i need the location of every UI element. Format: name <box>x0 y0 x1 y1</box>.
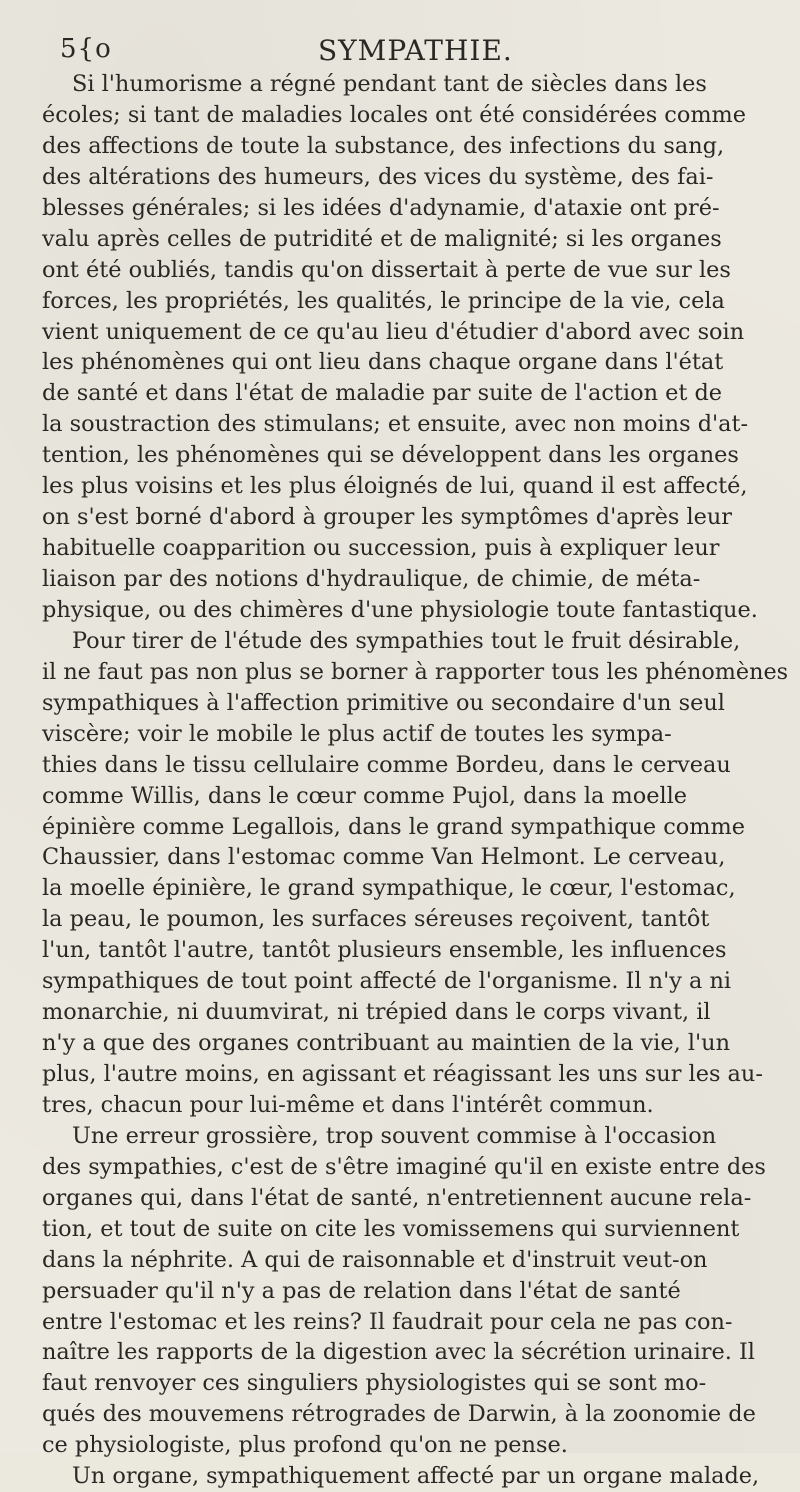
text-line: ont été oubliés, tandis qu'on dissertait à perte de vue sur les <box>42 256 731 283</box>
page-header <box>60 30 760 70</box>
text-line: plus, l'autre moins, en agissant et réagissant les uns sur les au- <box>42 1061 763 1087</box>
page-number: 5{o <box>60 34 112 64</box>
text-line: la moelle épinière, le grand sympathique, le cœur, l'estomac, <box>42 875 736 902</box>
text-line: valu après celles de putridité et de malignité; si les organes <box>42 225 722 252</box>
text-line: les phénomènes qui ont lieu dans chaque organe dans l'état <box>42 349 724 376</box>
text-line: faut renvoyer ces singuliers physiologistes qui se sont mo- <box>42 1370 707 1397</box>
text-line: sympathiques de tout point affecté de l'organisme. Il n'y a ni <box>42 968 732 995</box>
text-line: blesses générales; si les idées d'adynamie, d'ataxie ont pré- <box>42 194 720 221</box>
text-line: Un organe, sympathiquement affecté par un organe malade, <box>72 1463 760 1490</box>
text-line: comme Willis, dans le cœur comme Pujol, dans la moelle <box>42 782 688 809</box>
body-text <box>42 69 788 1492</box>
text-line: la soustraction des stimulans; et ensuite, avec non moins d'at- <box>42 411 749 438</box>
text-line: forces, les propriétés, les qualités, le principe de la vie, cela <box>42 287 725 314</box>
text-line: Pour tirer de l'étude des sympathies tout le fruit désirable, <box>72 627 741 654</box>
text-line: naître les rapports de la digestion avec la sécrétion urinaire. Il <box>42 1339 755 1366</box>
text-line: des affections de toute la substance, des infections du sang, <box>42 132 725 159</box>
text-line: qués des mouvemens rétrogrades de Darwin, à la zoonomie de <box>42 1401 756 1428</box>
text-line: physique, ou des chimères d'une physiologie toute fantastique. <box>42 596 758 623</box>
text-line: persuader qu'il n'y a pas de relation dans l'état de santé <box>42 1277 681 1304</box>
text-line: de santé et dans l'état de maladie par suite de l'action et de <box>42 380 723 407</box>
text-line: sympathiques à l'affection primitive ou secondaire d'un seul <box>42 689 725 716</box>
text-line: entre l'estomac et les reins? Il faudrait pour cela ne pas con- <box>42 1308 733 1335</box>
text-line: monarchie, ni duumvirat, ni trépied dans le corps vivant, il <box>42 999 711 1026</box>
text-line: viscère; voir le mobile le plus actif de toutes les sympa- <box>42 720 672 747</box>
text-line: Si l'humorisme a régné pendant tant de siècles dans les <box>72 71 707 97</box>
text-line: écoles; si tant de maladies locales ont été considérées comme <box>42 101 747 128</box>
text-line: l'un, tantôt l'autre, tantôt plusieurs ensemble, les influences <box>42 937 727 964</box>
text-line: Chaussier, dans l'estomac comme Van Helmont. Le cerveau, <box>42 844 726 871</box>
text-line: tres, chacun pour lui-même et dans l'intérêt commun. <box>42 1091 654 1118</box>
text-line: des sympathies, c'est de s'être imaginé qu'il en existe entre des <box>42 1153 766 1180</box>
running-head: SYMPATHIE. <box>318 34 513 67</box>
text-line: tion, et tout de suite on cite les vomissemens qui surviennent <box>42 1215 740 1242</box>
text-line: les plus voisins et les plus éloignés de lui, quand il est affecté, <box>42 473 748 500</box>
text-line: n'y a que des organes contribuant au maintien de la vie, l'un <box>42 1030 730 1057</box>
text-line: il ne faut pas non plus se borner à rapporter tous les phénomènes <box>42 658 789 685</box>
text-line: la peau, le poumon, les surfaces séreuses reçoivent, tantôt <box>42 906 710 933</box>
text-line: ce physiologiste, plus profond qu'on ne pense. <box>42 1432 568 1459</box>
text-line: organes qui, dans l'état de santé, n'entretiennent aucune rela- <box>42 1184 752 1211</box>
text-line: vient uniquement de ce qu'au lieu d'étudier d'abord avec soin <box>42 318 745 345</box>
text-line: Une erreur grossière, trop souvent commise à l'occasion <box>72 1122 717 1149</box>
text-line: on s'est borné d'abord à grouper les symptômes d'après leur <box>42 504 732 531</box>
text-line: liaison par des notions d'hydraulique, de chimie, de méta- <box>42 566 701 592</box>
text-line: épinière comme Legallois, dans le grand sympathique comme <box>42 813 745 840</box>
text-line: tention, les phénomènes qui se développent dans les organes <box>42 442 739 469</box>
text-line: habituelle coapparition ou succession, puis à expliquer leur <box>42 535 720 562</box>
text-line: des altérations des humeurs, des vices du système, des fai- <box>42 163 714 190</box>
text-line: dans la néphrite. A qui de raisonnable et d'instruit veut-on <box>42 1246 708 1273</box>
text-line: thies dans le tissu cellulaire comme Bordeu, dans le cerveau <box>42 751 731 778</box>
